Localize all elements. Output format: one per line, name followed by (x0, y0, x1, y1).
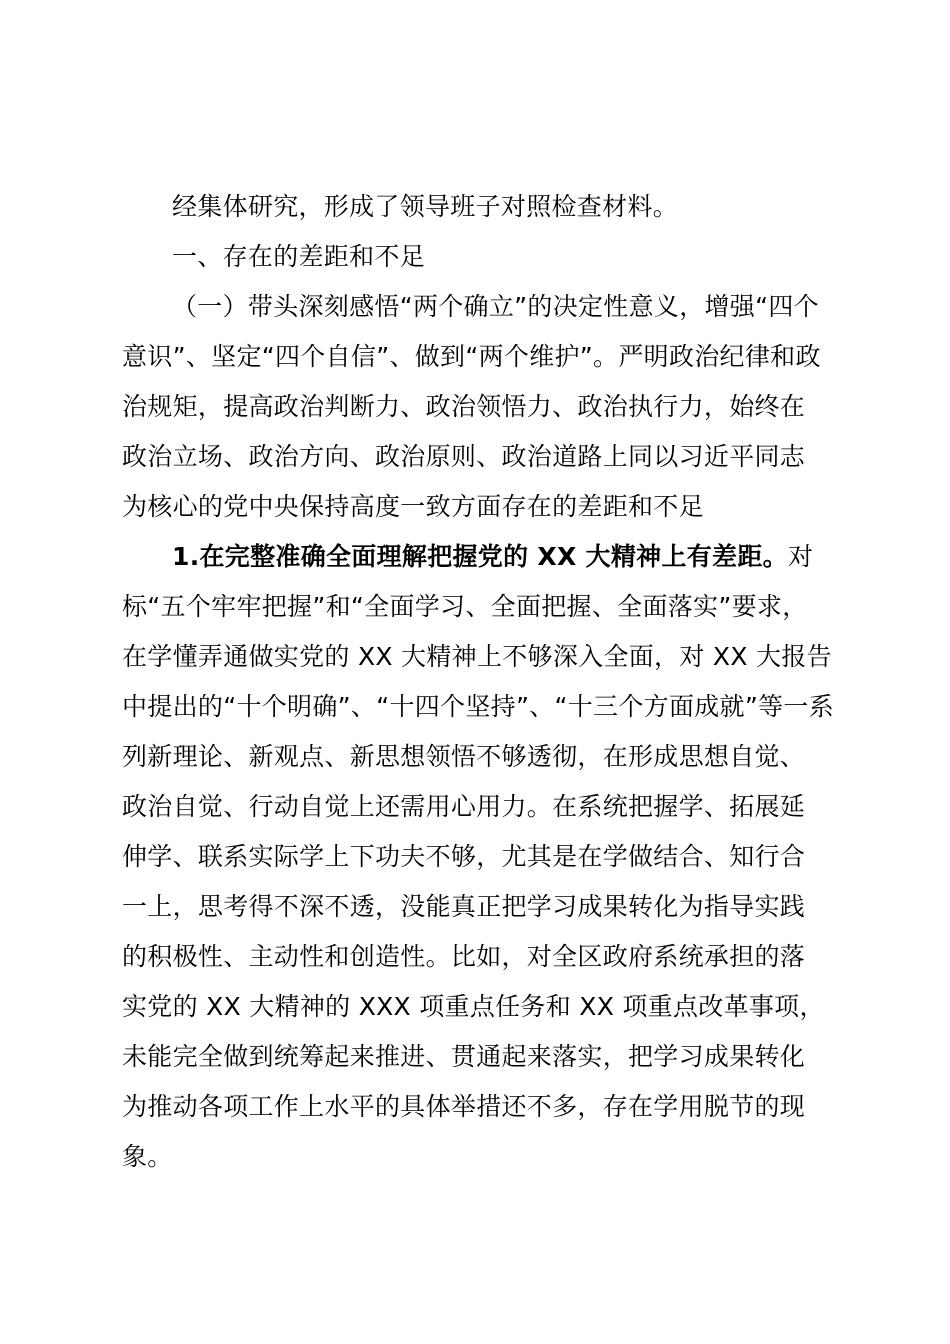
item-line: 政治自觉、行动自觉上还需用心用力。在系统把握学、拓展延 (122, 792, 806, 821)
item-bold-lead: 1.在完整准确全面理解把握党的 XX 大精神上有差距。 (172, 542, 788, 571)
document-body (122, 182, 835, 1182)
subheading-line: （一）带头深刻感悟“两个确立”的决定性意义，增强“四个 (172, 292, 819, 321)
item-line: 象。 (122, 1142, 173, 1171)
item-line: 一上，思考得不深不透，没能真正把学习成果转化为指导实践 (122, 892, 806, 921)
item-paragraph (122, 532, 835, 1182)
section-heading: 一、存在的差距和不足 (172, 242, 426, 271)
subheading-line: 为核心的党中央保持高度一致方面存在的差距和不足 (122, 492, 704, 521)
item-line: 标“五个牢牢把握”和“全面学习、全面把握、全面落实”要求， (122, 592, 808, 621)
subheading-line: 政治立场、政治方向、政治原则、政治道路上同以习近平同志 (122, 442, 806, 471)
item-line: 为推动各项工作上水平的具体举措还不多，存在学用脱节的现 (122, 1092, 806, 1121)
item-line: 在学懂弄通做实党的 XX 大精神上不够深入全面，对 XX 大报告 (122, 642, 832, 671)
item-line: 列新理论、新观点、新思想领悟不够透彻，在形成思想自觉、 (122, 742, 806, 771)
item-line: 的积极性、主动性和创造性。比如，对全区政府系统承担的落 (122, 942, 806, 971)
item-first-line (122, 532, 828, 582)
item-line: 中提出的“十个明确”、“十四个坚持”、“十三个方面成就”等一系 (122, 692, 835, 721)
subheading-line: 意识”、坚定“四个自信”、做到“两个维护”。严明政治纪律和政 (122, 342, 821, 371)
intro-tail-line: 经集体研究，形成了领导班子对照检查材料。 (172, 192, 679, 221)
item-line: 伸学、联系实际学上下功夫不够，尤其是在学做结合、知行合 (122, 842, 806, 871)
subheading-line: 治规矩，提高政治判断力、政治领悟力、政治执行力，始终在 (122, 392, 806, 421)
item-line: 未能完全做到统筹起来推进、贯通起来落实，把学习成果转化 (122, 1042, 806, 1071)
item-line: 实党的 XX 大精神的 XXX 项重点任务和 XX 项重点改革事项， (122, 992, 825, 1021)
subheading-paragraph (122, 282, 828, 532)
item-first-line-rest: 对 (787, 542, 814, 571)
